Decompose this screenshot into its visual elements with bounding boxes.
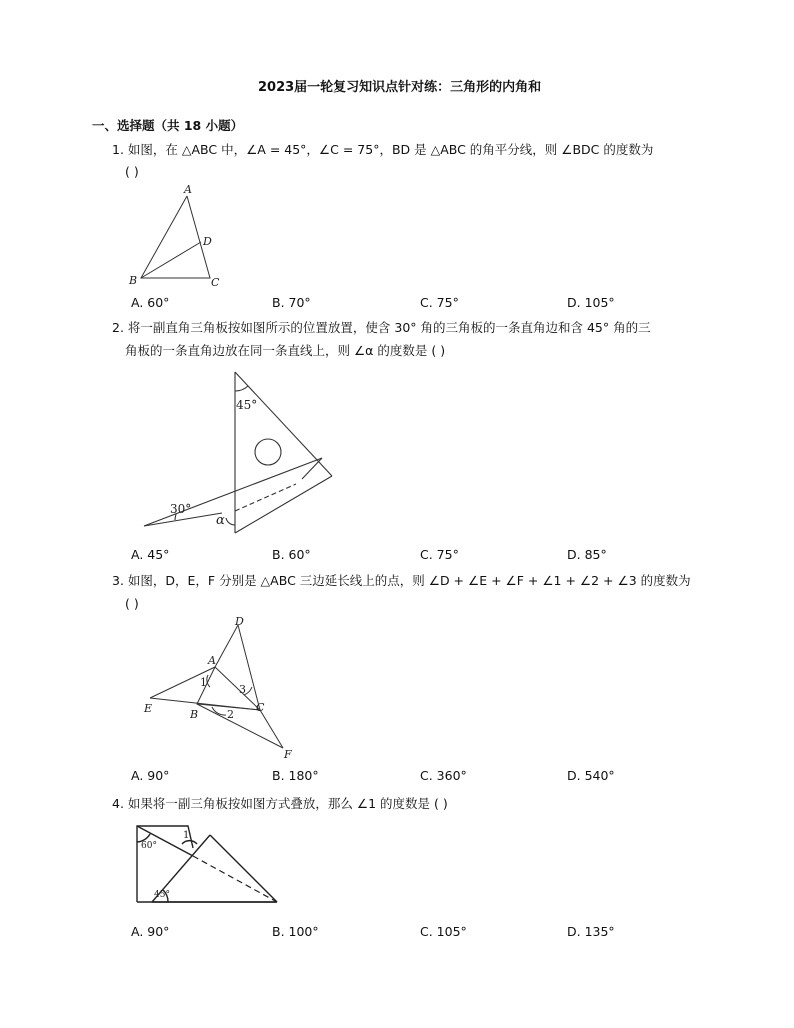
label-45: 45° [236,398,258,412]
label-angle-1: 1 [183,830,190,841]
label-b: B [129,274,138,287]
question-3-blank: ( ) [125,596,139,611]
page-title: 2023届一轮复习知识点针对练：三角形的内角和 [258,80,542,95]
label-c: C [211,276,220,289]
question-4-option-c[interactable]: C. 105° [420,924,467,939]
question-4-option-a[interactable]: A. 90° [131,924,170,939]
question-1-option-a[interactable]: A. 60° [131,295,170,310]
question-4-stem: 4. 如果将一副三角板按如图方式叠放，那么 ∠1 的度数是 ( ) [112,796,448,811]
question-2-option-c[interactable]: C. 75° [420,547,459,562]
question-2-stem-line2: 角板的一条直角边放在同一条直线上，则 ∠α 的度数是 ( ) [125,343,446,358]
question-2-stem-line1: 2. 将一副直角三角板按如图所示的位置放置，使含 30° 角的三角板的一条直角边和含 45° 角的三 [112,320,651,335]
question-1-option-b[interactable]: B. 70° [272,295,311,310]
question-4-figure [130,818,285,910]
question-3-option-c[interactable]: C. 360° [420,768,467,783]
question-4-option-b[interactable]: B. 100° [272,924,319,939]
question-1-figure [125,182,235,292]
label-b: B [190,708,199,721]
question-2-figure [140,368,340,540]
label-e: E [144,702,153,715]
question-2-option-d[interactable]: D. 85° [567,547,607,562]
question-4-option-d[interactable]: D. 135° [567,924,615,939]
question-3-option-b[interactable]: B. 180° [272,768,319,783]
label-c: C [256,701,265,714]
label-f: F [284,748,292,761]
hole-circle [255,439,281,465]
question-3-stem: 3. 如图，D，E，F 分别是 △ABC 三边延长线上的点，则 ∠D + ∠E + ∠F + ∠1 + ∠2 + ∠3 的度数为 [112,573,691,588]
triangle-abc [141,196,210,278]
label-60: 60° [141,841,157,851]
label-2: 2 [227,708,234,721]
label-3: 3 [239,683,246,696]
label-a: A [184,183,192,196]
question-3-figure [140,615,305,763]
question-1-blank: ( ) [125,164,139,179]
question-3-option-d[interactable]: D. 540° [567,768,615,783]
question-2-option-b[interactable]: B. 60° [272,547,311,562]
label-alpha: α [216,513,225,528]
question-2-option-a[interactable]: A. 45° [131,547,170,562]
bisector-bd [141,242,201,278]
question-1-option-c[interactable]: C. 75° [420,295,459,310]
label-a: A [208,654,216,667]
section-heading: 一、选择题（共 18 小题） [92,118,244,133]
label-d: D [203,235,212,248]
label-45: 45° [154,890,170,900]
label-30: 30° [170,502,192,516]
question-1-stem: 1. 如图，在 △ABC 中，∠A = 45°，∠C = 75°，BD 是 △ABC 的角平分线，则 ∠BDC 的度数为 [112,142,654,157]
label-d: D [235,615,244,628]
label-1: 1 [200,676,207,689]
question-3-option-a[interactable]: A. 90° [131,768,170,783]
question-1-option-d[interactable]: D. 105° [567,295,615,310]
